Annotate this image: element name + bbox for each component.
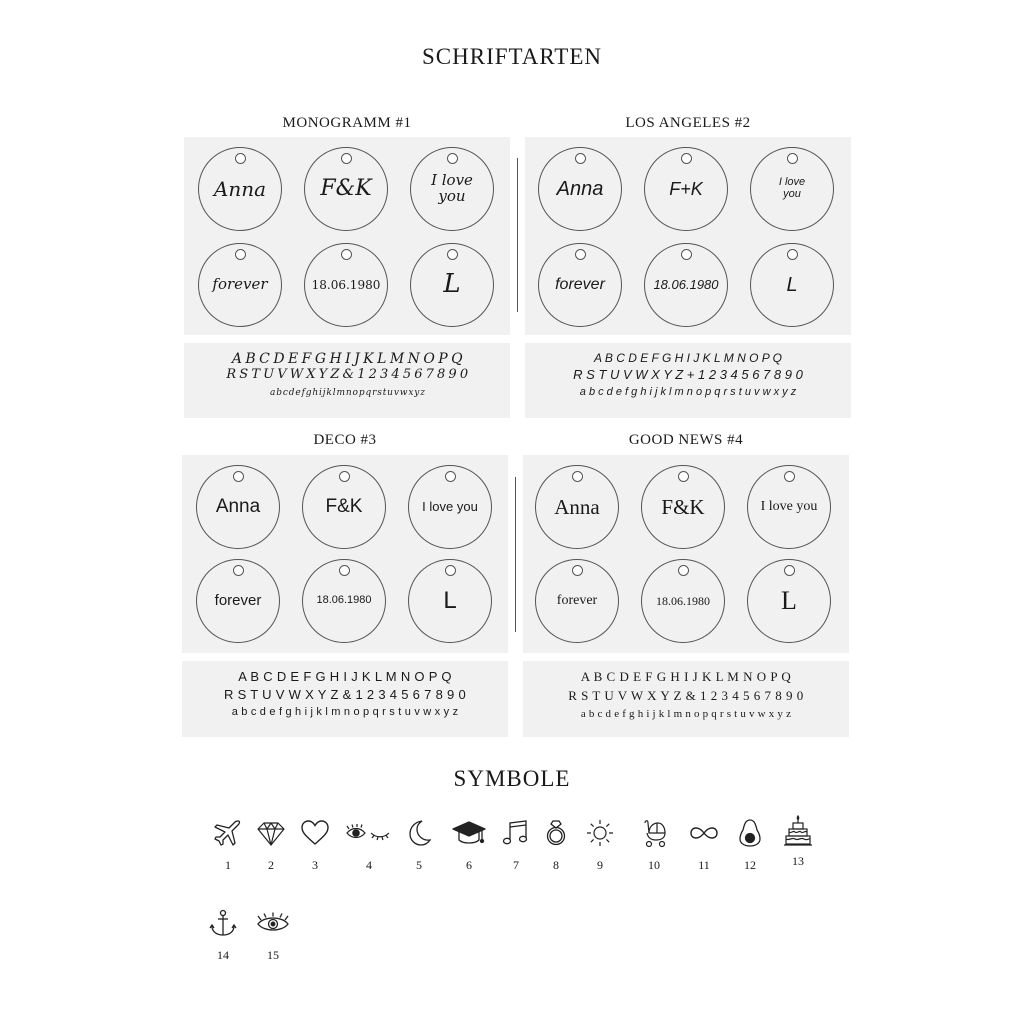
tag-text: I love you (431, 171, 473, 205)
symbol-item (199, 908, 247, 963)
tag-text: 18.06.1980 (653, 277, 719, 293)
tag-text: 18.06.1980 (656, 593, 710, 608)
tag-preview (304, 147, 388, 231)
tag-text: L (443, 587, 457, 615)
symbol-item (774, 814, 822, 869)
tag-preview (408, 559, 492, 643)
alphabet-lowercase: a b c d e f g h i j k l m n o p q r s t u v w x y z (270, 388, 424, 398)
symbol-number: 7 (513, 858, 519, 872)
tag-preview (304, 243, 388, 327)
alphabet-panel-los-angeles (525, 343, 851, 418)
eyes-icon (345, 818, 393, 848)
symbol-item (247, 818, 295, 873)
tag-text: Anna (556, 177, 604, 200)
divider (517, 158, 518, 312)
page-title: SCHRIFTARTEN (421, 44, 603, 69)
font-label-good-news: GOOD NEWS #4 (628, 432, 744, 448)
tag-preview-panel-monogramm (184, 137, 510, 335)
infinity-icon (689, 818, 719, 848)
symbol-number: 14 (217, 948, 229, 962)
heart-icon (300, 818, 330, 848)
symbol-number: 10 (648, 858, 660, 872)
avocado-icon (735, 818, 765, 848)
font-label-deco: DECO #3 (313, 432, 377, 448)
tag-text: 18.06.1980 (316, 594, 372, 607)
symbol-item (680, 818, 728, 873)
cake-icon (783, 814, 813, 848)
symbol-item (204, 818, 252, 873)
symbol-item (345, 818, 393, 873)
eye-lashes-icon (255, 908, 291, 938)
tag-text: Anna (215, 496, 261, 518)
tag-preview (641, 559, 725, 643)
symbol-number: 6 (466, 858, 472, 872)
tag-preview (196, 559, 280, 643)
symbol-item (726, 818, 774, 873)
symbol-item (532, 818, 580, 873)
symbol-number: 15 (267, 948, 279, 962)
symbol-number: 12 (744, 858, 756, 872)
symbol-number: 5 (416, 858, 422, 872)
alphabet-lowercase: a b c d e f g h i j k l m n o p q r s t u v w x y z (579, 386, 797, 398)
tag-preview (750, 243, 834, 327)
tag-preview (535, 559, 619, 643)
tag-text: I love you (778, 176, 806, 200)
symbol-number: 1 (225, 858, 231, 872)
symbol-number: 13 (792, 854, 804, 868)
tag-preview (302, 559, 386, 643)
tag-preview-panel-los-angeles (525, 137, 851, 335)
symbol-item (445, 818, 493, 873)
tag-text: Anna (554, 494, 600, 519)
airplane-icon (213, 818, 243, 848)
tag-preview (408, 465, 492, 549)
tag-preview (641, 465, 725, 549)
tag-text: L (781, 586, 797, 616)
tag-text: forever (556, 592, 598, 608)
tag-preview (644, 243, 728, 327)
alphabet-uppercase: A B C D E F G H I J K L M N O P Q (580, 669, 792, 684)
tag-text: 18.06.1980 (311, 277, 381, 292)
tag-text: I love you (760, 498, 818, 514)
font-label-los-angeles: LOS ANGELES #2 (625, 115, 751, 131)
symbols-title: SYMBOLE (453, 766, 571, 791)
tag-text: forever (212, 275, 268, 294)
alphabet-uppercase-numbers: R S T U V W X Y Z & 1 2 3 4 5 6 7 8 9 0 (568, 688, 804, 703)
symbol-number: 9 (597, 858, 603, 872)
tag-text: F&K (661, 494, 705, 519)
graduation-cap-icon (451, 818, 487, 848)
alphabet-panel-good-news (523, 661, 849, 737)
tag-preview (747, 465, 831, 549)
tag-preview (747, 559, 831, 643)
tag-preview (302, 465, 386, 549)
tag-text: F&K (320, 176, 372, 202)
alphabet-lowercase: a b c d e f g h i j k l m n o p q r s t u v w x y z (231, 706, 459, 718)
alphabet-uppercase-numbers: R S T U V W X Y Z + 1 2 3 4 5 6 7 8 9 0 (573, 367, 803, 382)
tag-preview-panel-good-news (523, 455, 849, 653)
tag-text: L (786, 273, 798, 296)
tag-text: Anna (213, 176, 267, 201)
symbol-number: 2 (268, 858, 274, 872)
alphabet-lowercase: a b c d e f g h i j k l m n o p q r s t u v w x y z (580, 708, 792, 720)
symbol-item (249, 908, 297, 963)
tag-preview (750, 147, 834, 231)
tag-preview (535, 465, 619, 549)
symbol-item (630, 818, 678, 873)
symbol-number: 11 (698, 858, 710, 872)
baby-carriage-icon (639, 818, 669, 848)
symbol-number: 3 (312, 858, 318, 872)
alphabet-panel-deco (182, 661, 508, 737)
tag-preview-panel-deco (182, 455, 508, 653)
tag-preview (410, 147, 494, 231)
symbol-number: 4 (366, 858, 372, 872)
diamond-icon (256, 818, 286, 848)
tag-preview (196, 465, 280, 549)
tag-preview (538, 147, 622, 231)
symbol-item (395, 818, 443, 873)
alphabet-uppercase: A B C D E F G H I J K L M N O P Q (238, 669, 452, 684)
tag-preview (538, 243, 622, 327)
tag-text: forever (555, 275, 605, 293)
alphabet-uppercase-numbers: R S T U V W X Y Z & 1 2 3 4 5 6 7 8 9 0 (226, 367, 468, 382)
sun-icon (585, 818, 615, 848)
alphabet-panel-monogramm (184, 343, 510, 418)
tag-preview (198, 147, 282, 231)
moon-icon (404, 818, 434, 848)
ring-icon (541, 818, 571, 848)
tag-preview (644, 147, 728, 231)
font-label-monogramm: MONOGRAMM #1 (282, 115, 412, 131)
tag-preview (198, 243, 282, 327)
tag-text: F&K (325, 496, 363, 518)
divider (515, 477, 516, 632)
tag-text: F+K (669, 178, 703, 199)
alphabet-uppercase: A B C D E F G H I J K L M N O P Q (593, 351, 783, 365)
tag-text: I love you (422, 499, 478, 515)
music-note-icon (501, 818, 531, 848)
alphabet-uppercase: A B C D E F G H I J K L M N O P Q (231, 351, 463, 367)
symbol-item (576, 818, 624, 873)
tag-text: forever (214, 592, 262, 610)
symbol-item (291, 818, 339, 873)
tag-preview (410, 243, 494, 327)
symbol-number: 8 (553, 858, 559, 872)
tag-text: L (443, 269, 461, 300)
alphabet-uppercase-numbers: R S T U V W X Y Z & 1 2 3 4 5 6 7 8 9 0 (224, 687, 466, 702)
anchor-icon (208, 908, 238, 938)
